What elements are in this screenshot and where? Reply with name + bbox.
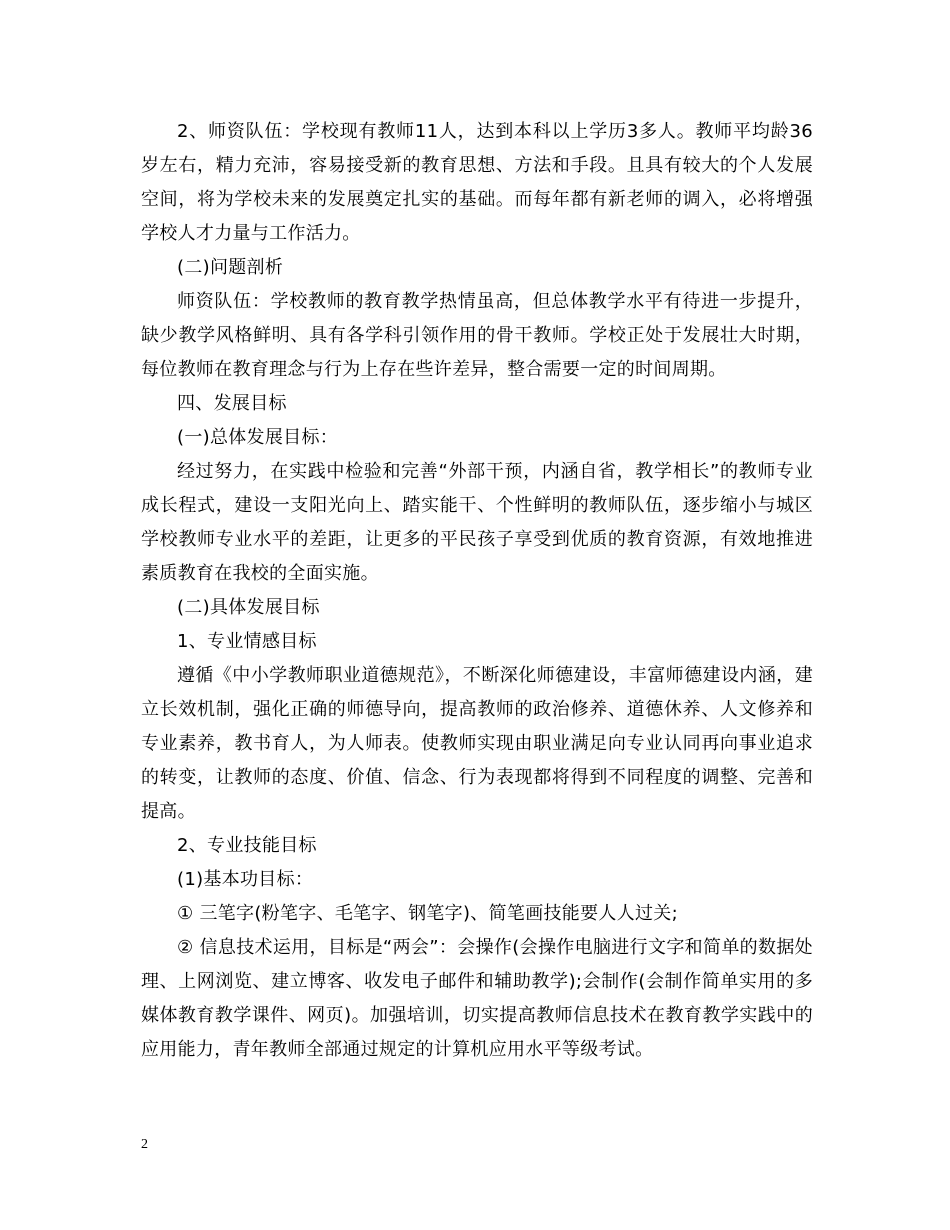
heading-problem-analysis: (二)问题剖析 [177, 257, 284, 278]
paragraph-problem-analysis: 师资队伍：学校教师的教育教学热情虽高，但总体教学水平有待进一步提升，缺少教学风格鲜明、具有各学科引领作用的骨干教师。学校正处于发展壮大时期，每位教师在教育理念与行为上存在些许差异，整合需要一定的时间周期。 [141, 291, 813, 380]
document-body [141, 115, 813, 1067]
list-item-calligraphy: ① 三笔字(粉笔字、毛笔字、钢笔字)、简笔画技能要人人过关; [177, 903, 678, 924]
heading-development-goals: 四、发展目标 [177, 393, 287, 414]
paragraph-emotion-goals: 遵循《中小学教师职业道德规范》，不断深化师德建设，丰富师德建设内涵，建立长效机制，强化正确的师德导向，提高教师的政治修养、道德休养、人文修养和专业素养，教书育人，为人师表。使教师实现由职业满足向专业认同再向事业追求的转变，让教师的态度、价值、信念、行为表现都将得到不同程度的调整、完善和提高。 [141, 665, 813, 822]
heading-basic-skill-goals: (1)基本功目标： [177, 869, 314, 890]
paragraph-overall-goals: 经过努力，在实践中检验和完善“外部干预，内涵自省，教学相长”的教师专业成长程式，建设一支阳光向上、踏实能干、个性鲜明的教师队伍，逐步缩小与城区学校教师专业水平的差距，让更多的平民孩子享受到优质的教育资源，有效地推进素质教育在我校的全面实施。 [141, 461, 813, 584]
paragraph-teacher-team: 2、师资队伍：学校现有教师11人，达到本科以上学历3多人。教师平均龄36岁左右，精力充沛，容易接受新的教育思想、方法和手段。且具有较大的个人发展空间，将为学校未来的发展奠定扎实的基础。而每年都有新老师的调入，必将增强学校人才力量与工作活力。 [141, 121, 813, 244]
heading-skill-goals: 2、专业技能目标 [177, 835, 317, 856]
heading-overall-goals: (一)总体发展目标： [177, 427, 339, 448]
heading-specific-goals: (二)具体发展目标 [177, 597, 320, 618]
list-item-it-skills: ② 信息技术运用，目标是“两会”：会操作(会操作电脑进行文字和简单的数据处理、上网浏览、建立博客、收发电子邮件和辅助教学);会制作(会制作简单实用的多媒体教育教学课件、网页)。加强培训，切实提高教师信息技术在教育教学实践中的应用能力，青年教师全部通过规定的计算机应用水平等级考试。 [141, 937, 813, 1060]
page-number: 2 [141, 1137, 148, 1152]
heading-emotion-goals: 1、专业情感目标 [177, 631, 317, 652]
